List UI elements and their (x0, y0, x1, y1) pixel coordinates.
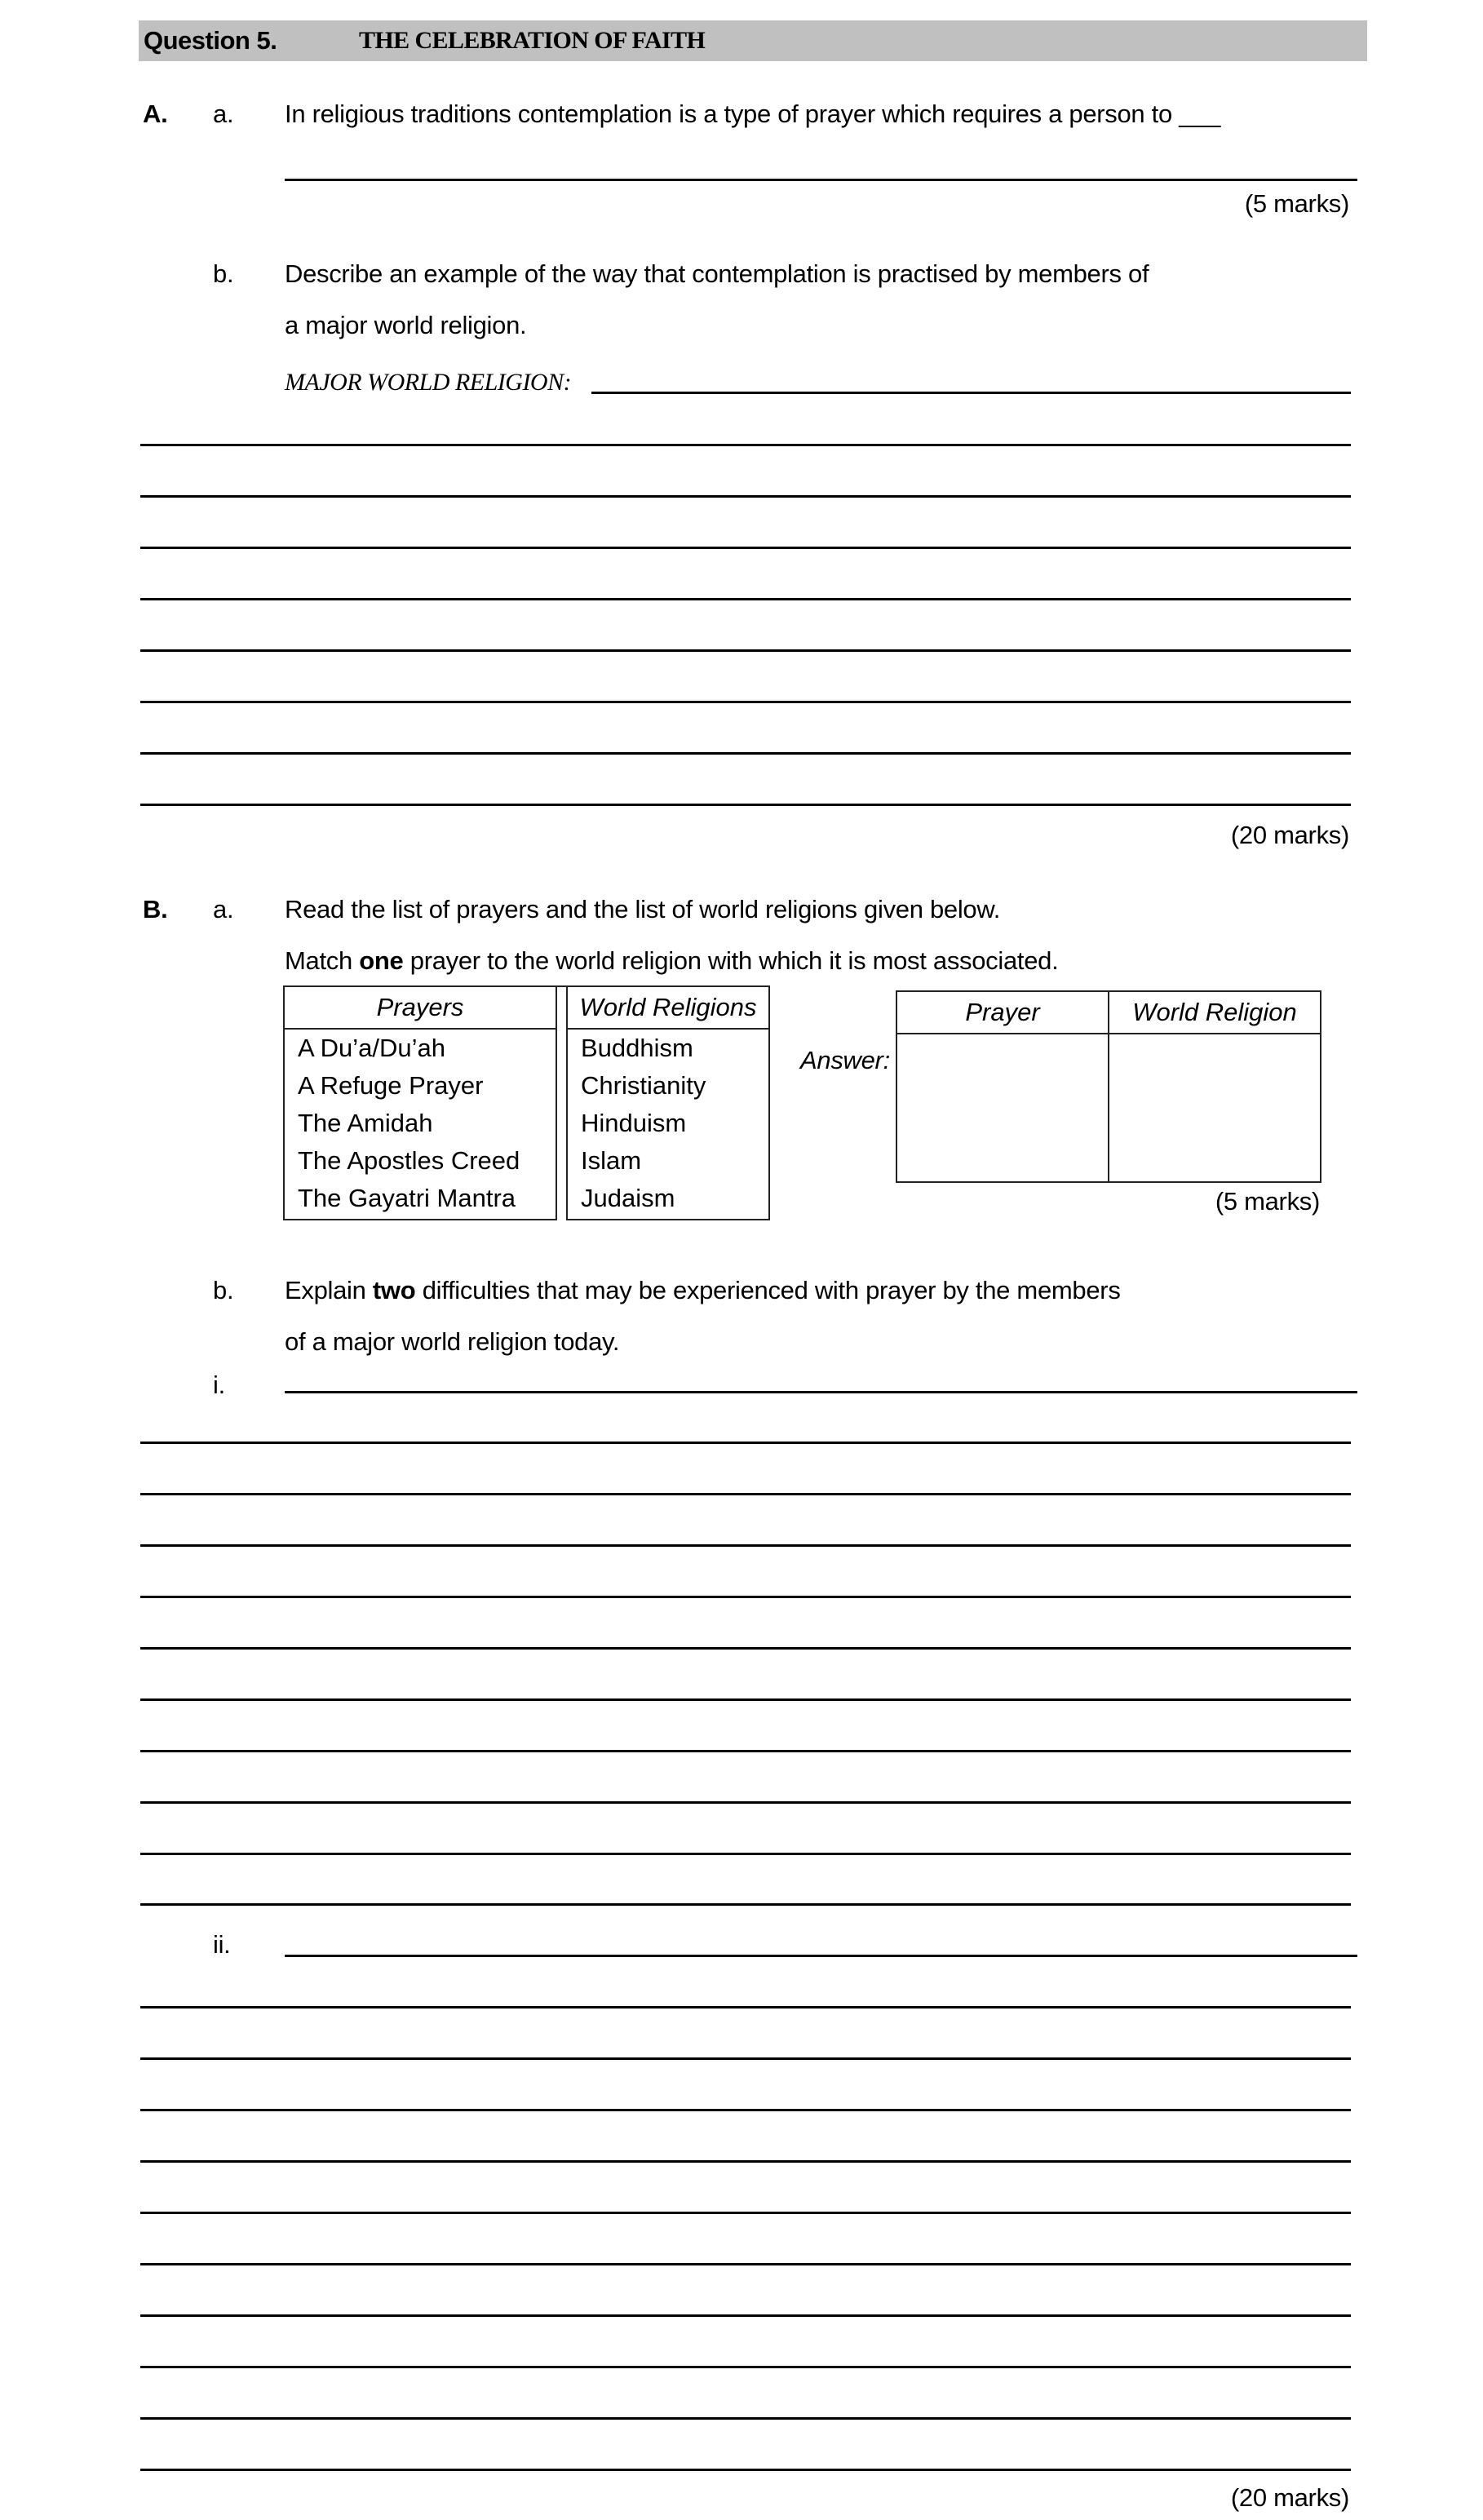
prayer-item: The Apostles Creed (298, 1146, 520, 1175)
section-a-part-b-prompt-line2: a major world religion. (285, 311, 527, 339)
answer-line[interactable] (140, 2006, 1351, 2008)
answer-line[interactable] (140, 804, 1351, 806)
section-a-label: A. (143, 100, 168, 128)
prompt-text: Match (285, 946, 360, 975)
answer-line[interactable] (140, 2263, 1351, 2265)
major-world-religion-field[interactable] (591, 392, 1351, 394)
section-a-part-b-marks: (20 marks) (1230, 821, 1349, 849)
major-world-religion-label: MAJOR WORLD RELIGION: (285, 369, 572, 396)
prompt-emphasis: one (359, 946, 404, 975)
section-b-part-b-prompt-line2: of a major world religion today. (285, 1327, 620, 1356)
section-b-part-a-label: a. (213, 895, 234, 923)
prompt-text: difficulties that may be experienced with prayer by the members (415, 1276, 1121, 1304)
prayers-list (284, 1029, 556, 1220)
sub-question-i-answer-line[interactable] (285, 1391, 1357, 1393)
section-b-part-a-prompt-line2 (285, 946, 1058, 976)
prompt-text: Explain (285, 1276, 373, 1304)
answer-line[interactable] (140, 547, 1351, 549)
religion-item: Islam (581, 1146, 642, 1175)
answer-religion-cell[interactable] (1109, 1034, 1321, 1182)
answer-line[interactable] (140, 1544, 1351, 1547)
section-b-part-a-marks: (5 marks) (1215, 1187, 1320, 1216)
answer-line[interactable] (140, 444, 1351, 446)
sub-question-i-label: i. (213, 1371, 225, 1399)
answer-line[interactable] (140, 1801, 1351, 1804)
answer-line[interactable] (140, 1596, 1351, 1598)
answer-line[interactable] (140, 1698, 1351, 1701)
prompt-emphasis: two (372, 1276, 416, 1304)
religions-list (567, 1029, 769, 1220)
answer-label: Answer: (800, 1046, 890, 1074)
answer-line[interactable] (140, 752, 1351, 755)
answer-line[interactable] (140, 2212, 1351, 2214)
answer-line[interactable] (140, 2366, 1351, 2368)
religions-header: World Religions (567, 986, 769, 1029)
answer-line[interactable] (140, 495, 1351, 498)
section-b-part-b-prompt-line1 (285, 1276, 1121, 1305)
section-a-part-a-answer-line[interactable] (285, 179, 1357, 181)
question-number: Question 5. (144, 26, 277, 55)
prompt-text: prayer to the world religion with which it is most associated. (403, 946, 1059, 975)
section-a-part-a-prompt: In religious traditions contemplation is a type of prayer which requires a person to ___ (285, 100, 1221, 128)
section-a-part-a-marks: (5 marks) (1244, 189, 1349, 218)
answer-line[interactable] (140, 2469, 1351, 2471)
answer-line[interactable] (140, 2057, 1351, 2060)
answer-line[interactable] (140, 701, 1351, 703)
section-b-part-a-prompt-line1: Read the list of prayers and the list of world religions given below. (285, 895, 1001, 923)
sub-question-ii-answer-line[interactable] (285, 1955, 1357, 1957)
prayer-item: The Amidah (298, 1109, 433, 1137)
question-title: THE CELEBRATION OF FAITH (359, 27, 706, 54)
religion-item: Buddhism (581, 1034, 693, 1062)
section-b-part-b-marks: (20 marks) (1230, 2483, 1349, 2512)
section-a-part-a-label: a. (213, 100, 234, 128)
question-header-bar (139, 20, 1367, 61)
section-a-part-b-prompt-line1: Describe an example of the way that contemplation is practised by members of (285, 259, 1149, 288)
answer-prayer-header: Prayer (896, 991, 1109, 1034)
section-b-part-b-label: b. (213, 1276, 234, 1304)
answer-line[interactable] (140, 649, 1351, 652)
section-a-part-b-label: b. (213, 259, 234, 288)
answer-line[interactable] (140, 1647, 1351, 1650)
answer-line[interactable] (140, 2314, 1351, 2317)
answer-line[interactable] (140, 2160, 1351, 2163)
answer-line[interactable] (140, 1750, 1351, 1752)
prayer-item: A Du’a/Du’ah (298, 1034, 445, 1062)
answer-line[interactable] (140, 1493, 1351, 1495)
answer-line[interactable] (140, 598, 1351, 600)
prayers-religions-table (283, 985, 770, 1220)
religion-item: Christianity (581, 1071, 706, 1100)
answer-line[interactable] (140, 1903, 1351, 1906)
section-b-label: B. (143, 895, 168, 923)
table-spacer (556, 986, 567, 1220)
answer-line[interactable] (140, 2417, 1351, 2420)
answer-table (896, 990, 1321, 1183)
answer-line[interactable] (140, 2109, 1351, 2111)
prayer-item: The Gayatri Mantra (298, 1184, 516, 1212)
religion-item: Hinduism (581, 1109, 687, 1137)
answer-religion-header: World Religion (1109, 991, 1321, 1034)
answer-line[interactable] (140, 1853, 1351, 1855)
prayer-item: A Refuge Prayer (298, 1071, 484, 1100)
religion-item: Judaism (581, 1184, 675, 1212)
answer-line[interactable] (140, 1442, 1351, 1444)
sub-question-ii-label: ii. (213, 1930, 231, 1959)
answer-prayer-cell[interactable] (896, 1034, 1109, 1182)
prayers-header: Prayers (284, 986, 556, 1029)
